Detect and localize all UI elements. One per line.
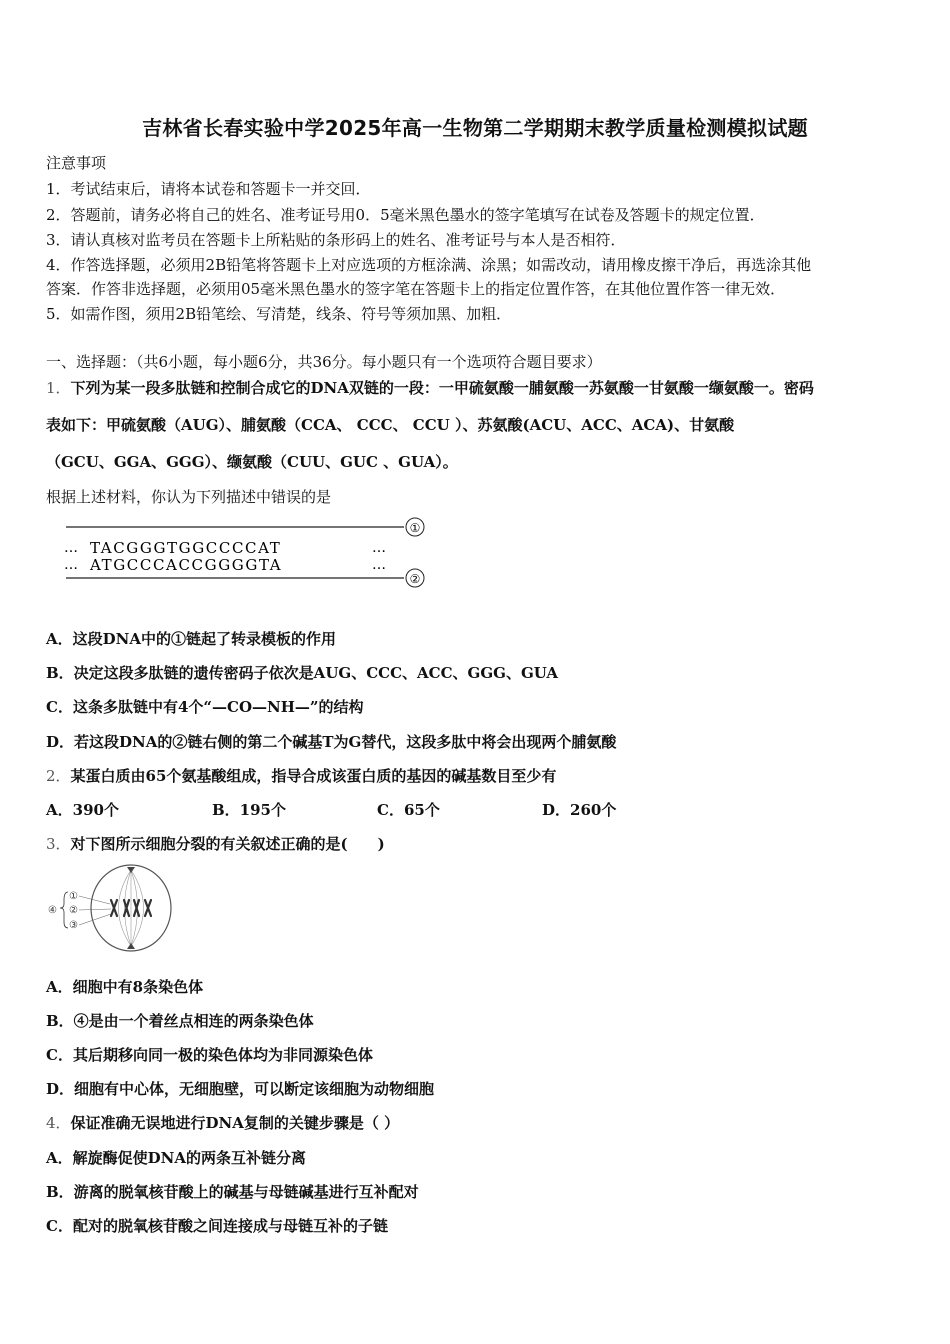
notice-heading: 注意事项 xyxy=(46,154,107,172)
q4-option-a: A．解旋酶促使DNA的两条互补链分离 xyxy=(46,1149,306,1167)
strand-2-sequence: ATGCCCACCGGGGTA xyxy=(90,556,283,574)
label-bracket xyxy=(60,892,68,928)
figure-labels xyxy=(48,891,78,931)
q2-option-b: B．195个 xyxy=(212,801,286,819)
q1-option-b: B．决定这段多肽链的遗传密码子依次是AUG、CCC、ACC、GGG、GUA xyxy=(46,664,559,682)
ellipsis-right-2: … xyxy=(372,557,386,573)
notice-item: 1．考试结束后，请将本试卷和答题卡一并交回． xyxy=(46,180,371,198)
notice-item: 4．作答选择题，必须用2B铅笔将答题卡上对应选项的方框涂满、涂黑；如需改动，请用橡皮擦干净后，再选涂其他 xyxy=(46,256,812,274)
q3-option-a: A．细胞中有8条染色体 xyxy=(46,978,204,996)
question-1-stem-line2: 表如下：甲硫氨酸（AUG）、脯氨酸（CCA、 CCC、 CCU ）、苏氨酸(ACU、ACC、ACA)、甘氨酸 xyxy=(46,416,735,434)
q3-option-d: D．细胞有中心体，无细胞壁，可以断定该细胞为动物细胞 xyxy=(46,1080,435,1098)
q3-option-c: C．其后期移向同一极的染色体均为非同源染色体 xyxy=(46,1046,373,1064)
label-3: ③ xyxy=(69,920,78,931)
centriole-bottom xyxy=(127,943,135,949)
strand-1-sequence: TACGGGTGGCCCCAT xyxy=(90,539,282,557)
question-2-stem xyxy=(46,765,556,786)
q1-option-d: D．若这段DNA的②链右侧的第二个碱基T为G替代，这段多肽中将会出现两个脯氨酸 xyxy=(46,733,617,751)
q1-option-c: C．这条多肽链中有4个“—CO—NH—”的结构 xyxy=(46,698,364,716)
spindle-fibers xyxy=(119,870,144,946)
question-4-stem xyxy=(46,1112,399,1133)
question-3-stem xyxy=(46,833,385,854)
q2-option-d: D．260个 xyxy=(542,801,617,819)
label-4: ④ xyxy=(48,905,57,916)
notice-item: 2．答题前，请务必将自己的姓名、准考证号用0．5毫米黑色墨水的签字笔填写在试卷及答题卡的规定位置． xyxy=(46,206,765,224)
question-number: 4． xyxy=(46,1114,71,1132)
question-1-stem xyxy=(46,377,814,398)
q2-option-a: A．390个 xyxy=(46,801,119,819)
q3-option-b: B．④是由一个着丝点相连的两条染色体 xyxy=(46,1012,314,1030)
centriole-top xyxy=(127,867,135,873)
question-number: 2． xyxy=(46,767,71,785)
question-number: 1． xyxy=(46,379,71,397)
strand-1-label: ① xyxy=(409,521,421,535)
q4-option-b: B．游离的脱氧核苷酸上的碱基与母链碱基进行互补配对 xyxy=(46,1183,419,1201)
question-text: 某蛋白质由65个氨基酸组成，指导合成该蛋白质的基因的碱基数目至少有 xyxy=(70,767,557,785)
notice-item: 5．如需作图，须用2B铅笔绘、写清楚，线条、符号等须加黑、加粗． xyxy=(46,305,512,323)
q2-option-c: C．65个 xyxy=(377,801,440,819)
strand-2-label: ② xyxy=(409,572,421,586)
question-text: 对下图所示细胞分裂的有关叙述正确的是( ) xyxy=(70,835,385,853)
notice-item: 答案．作答非选择题，必须用05毫米黑色墨水的签字笔在答题卡上的指定位置作答，在其他位置作答一律无效． xyxy=(46,280,786,298)
question-number: 3． xyxy=(46,835,71,853)
ellipsis-left-2: … xyxy=(64,557,78,573)
label-2: ② xyxy=(69,905,78,916)
question-text: 下列为某一段多肽链和控制合成它的DNA双链的一段：一甲硫氨酸一脯氨酸一苏氨酸一甘氨酸一缬氨酸一。密码 xyxy=(70,379,814,397)
q1-option-a: A．这段DNA中的①链起了转录模板的作用 xyxy=(46,630,336,648)
q4-option-c: C．配对的脱氧核苷酸之间连接成与母链互补的子链 xyxy=(46,1217,388,1235)
ellipsis-right-1: … xyxy=(372,540,386,556)
dna-strand-figure xyxy=(60,515,440,590)
question-1-stem-line3: （GCU、GGA、GGG）、缬氨酸（CUU、GUC 、GUA）。 xyxy=(46,453,458,471)
ellipsis-left-1: … xyxy=(64,540,78,556)
question-text: 保证准确无误地进行DNA复制的关键步骤是（ ） xyxy=(70,1114,400,1132)
notice-item: 3．请认真核对监考员在答题卡上所粘贴的条形码上的姓名、准考证号与本人是否相符． xyxy=(46,231,626,249)
section-heading: 一、选择题：（共6小题，每小题6分，共36分。每小题只有一个选项符合题目要求） xyxy=(46,353,602,371)
page-title: 吉林省长春实验中学2025年高一生物第二学期期末教学质量检测模拟试题 xyxy=(142,116,808,140)
question-1-stem-line4: 根据上述材料，你认为下列描述中错误的是 xyxy=(46,488,332,506)
label-leader-lines xyxy=(79,896,111,925)
label-1: ① xyxy=(69,891,78,902)
cell-division-figure xyxy=(44,862,174,954)
